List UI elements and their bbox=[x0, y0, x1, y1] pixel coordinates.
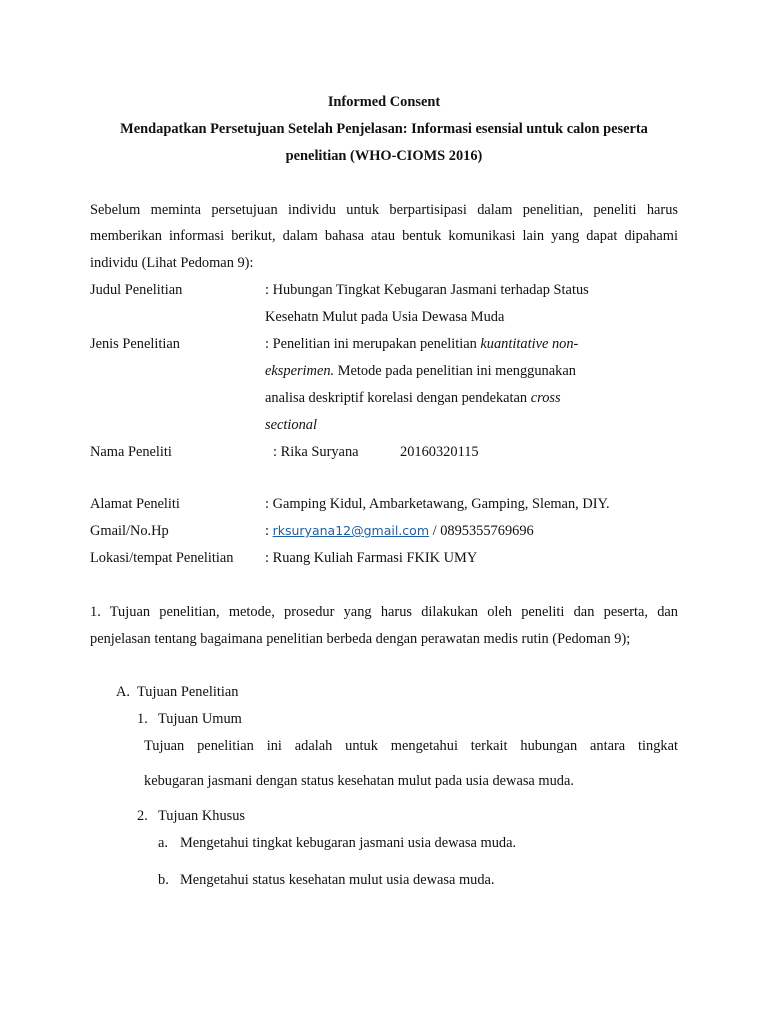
nama-label: Nama Peneliti bbox=[90, 444, 172, 460]
tujuan-khusus-a: Mengetahui tingkat kebugaran jasmani usia dewasa muda. bbox=[180, 835, 517, 851]
section-a-heading: Tujuan Penelitian bbox=[137, 684, 239, 700]
tujuan-khusus-a-marker: a. bbox=[158, 835, 168, 851]
point1-line1: 1. Tujuan penelitian, metode, prosedur yang harus dilakukan oleh peneliti dan peserta, dan bbox=[90, 604, 678, 620]
document-subtitle-line2: penelitian (WHO-CIOMS 2016) bbox=[285, 148, 483, 164]
intro-line2: memberikan informasi berikut, dalam bahasa atau bentuk komunikasi lain yang dapat dipahami bbox=[90, 228, 678, 244]
nama-value: : Rika Suryana bbox=[273, 444, 359, 460]
jenis-value-line4-italic: sectional bbox=[265, 417, 317, 433]
email-link[interactable]: rksuryana12@gmail.com bbox=[272, 523, 429, 538]
lokasi-label: Lokasi/tempat Penelitian bbox=[90, 550, 234, 566]
jenis-value-line1-italic: kuantitative non- bbox=[480, 336, 579, 352]
tujuan-umum-marker: 1. bbox=[137, 711, 148, 727]
jenis-value-line4 bbox=[265, 418, 317, 432]
jenis-value-line2-italic: eksperimen. bbox=[265, 363, 335, 379]
jenis-value-line3 bbox=[265, 391, 561, 405]
phone-number: / 0895355769696 bbox=[429, 523, 534, 539]
tujuan-umum-heading: Tujuan Umum bbox=[158, 711, 242, 727]
document-title: Informed Consent bbox=[327, 94, 441, 110]
lokasi-value: : Ruang Kuliah Farmasi FKIK UMY bbox=[265, 550, 478, 566]
jenis-value-line1 bbox=[265, 337, 578, 351]
tujuan-khusus-marker: 2. bbox=[137, 808, 148, 824]
tujuan-khusus-heading: Tujuan Khusus bbox=[158, 808, 246, 824]
gmail-value bbox=[265, 524, 534, 538]
document-subtitle-line1: Mendapatkan Persetujuan Setelah Penjelasan: Informasi esensial untuk calon peserta bbox=[120, 121, 648, 137]
jenis-value-line2 bbox=[265, 364, 576, 378]
tujuan-umum-line1: Tujuan penelitian ini adalah untuk mengetahui terkait hubungan antara tingkat bbox=[144, 738, 678, 754]
jenis-value-line3-text: analisa deskriptif korelasi dengan pendekatan bbox=[265, 390, 531, 406]
jenis-value-line2-text: Metode pada penelitian ini menggunakan bbox=[334, 363, 576, 379]
jenis-label: Jenis Penelitian bbox=[90, 336, 180, 352]
judul-value-line1: : Hubungan Tingkat Kebugaran Jasmani terhadap Status bbox=[265, 282, 589, 298]
gmail-colon: : bbox=[265, 523, 273, 539]
judul-label: Judul Penelitian bbox=[90, 282, 183, 298]
tujuan-khusus-b-marker: b. bbox=[158, 872, 169, 888]
tujuan-umum-line2: kebugaran jasmani dengan status kesehatan mulut pada usia dewasa muda. bbox=[144, 773, 574, 789]
nim-value: 20160320115 bbox=[400, 444, 479, 460]
judul-value-line2: Kesehatn Mulut pada Usia Dewasa Muda bbox=[265, 309, 505, 325]
jenis-value-line1-text: : Penelitian ini merupakan penelitian bbox=[265, 336, 481, 352]
point1-line2: penjelasan tentang bagaimana penelitian berbeda dengan perawatan medis rutin (Pedoman 9); bbox=[90, 631, 631, 647]
gmail-label: Gmail/No.Hp bbox=[90, 523, 169, 539]
intro-line3: individu (Lihat Pedoman 9): bbox=[90, 255, 254, 271]
alamat-label: Alamat Peneliti bbox=[90, 496, 180, 512]
alamat-value: : Gamping Kidul, Ambarketawang, Gamping, Sleman, DIY. bbox=[265, 496, 610, 512]
section-a-marker: A. bbox=[116, 684, 130, 700]
tujuan-khusus-b: Mengetahui status kesehatan mulut usia dewasa muda. bbox=[180, 872, 495, 888]
jenis-value-line3-italic: cross bbox=[530, 390, 561, 406]
intro-line1: Sebelum meminta persetujuan individu untuk berpartisipasi dalam penelitian, peneliti harus bbox=[90, 202, 678, 218]
